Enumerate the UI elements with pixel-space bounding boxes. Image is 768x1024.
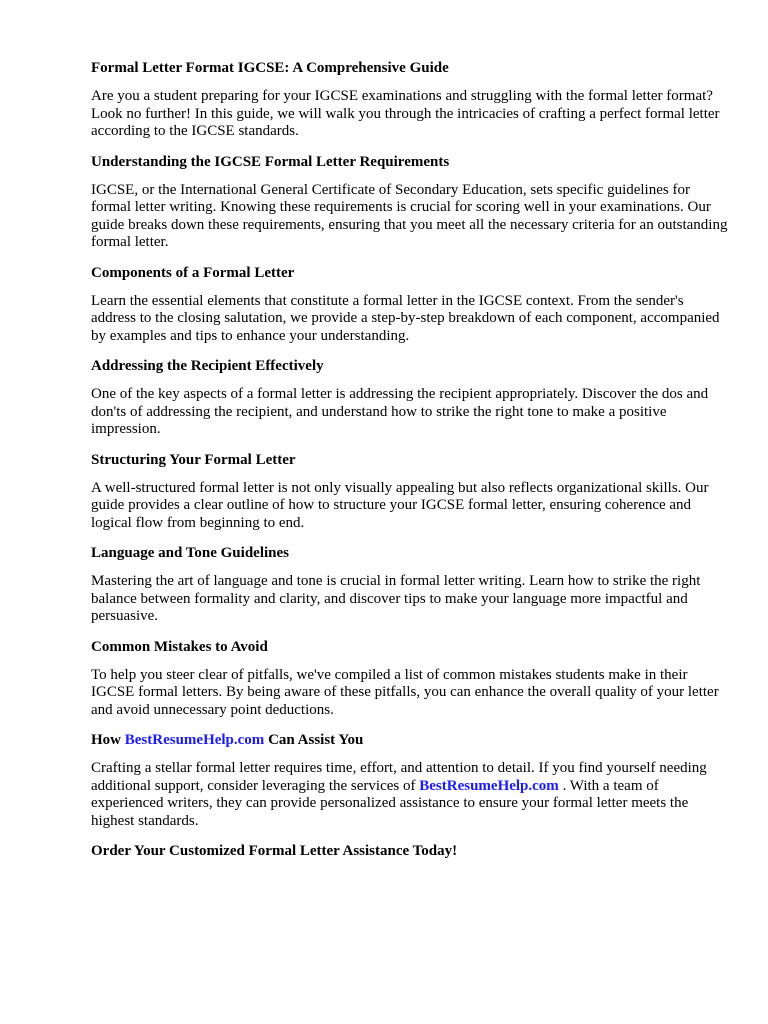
assist-heading-prefix: How [91,732,125,748]
document-title: Formal Letter Format IGCSE: A Comprehensive Guide [91,60,449,76]
section-heading-mistakes: Common Mistakes to Avoid [91,638,268,655]
section-body-assist [91,760,731,830]
document-page [91,59,731,860]
section-body-components: Learn the essential elements that constitute a formal letter in the IGCSE context. From the sender's address to the closing salutation, we provide a step-by-step breakdown of each component, accompanied by examples and tips to enhance your understanding. [91,292,720,344]
assist-body-before: Crafting a stellar formal letter requires time, effort, and attention to detail. If you find yourself needing additional support, consider leveraging the services of [91,760,707,794]
section-heading-addressing: Addressing the Recipient Effectively [91,358,324,374]
section-body-requirements: IGCSE, or the International General Certificate of Secondary Education, sets specific guidelines for formal letter writing. Knowing these requirements is crucial for scoring well in your examinations. Our guide breaks down these requirements, ensuring that you meet all the necessary criteria for an outstanding formal letter. [91,181,728,250]
section-body-mistakes: To help you steer clear of pitfalls, we've compiled a list of common mistakes students make in their IGCSE formal letters. By being aware of these pitfalls, you can enhance the overall quality of your letter and avoid unnecessary point deductions. [91,666,719,718]
section-body-structuring: A well-structured formal letter is not only visually appealing but also reflects organizational skills. Our guide provides a clear outline of how to structure your IGCSE formal letter, ensuring coherence and logical flow from beginning to end. [91,479,709,531]
intro-paragraph: Are you a student preparing for your IGCSE examinations and struggling with the formal letter format? Look no further! In this guide, we will walk you through the intricacies of crafting a perfect formal letter according to the IGCSE standards. [91,88,720,139]
assist-body-link[interactable]: BestResumeHelp.com [419,777,559,794]
assist-body-after: . With a team of experienced writers, they can provide personalized assistance to ensure your formal letter meets the highest standards. [91,777,689,829]
section-heading-structuring: Structuring Your Formal Letter [91,451,296,468]
section-body-addressing: One of the key aspects of a formal letter is addressing the recipient appropriately. Discover the dos and don'ts of addressing the recipient, and understand how to strike the right tone to make a positive impression. [91,386,709,437]
closing-heading: Order Your Customized Formal Letter Assistance Today! [91,843,458,859]
section-body-language: Mastering the art of language and tone is crucial in formal letter writing. Learn how to strike the right balance between formality and clarity, and discover tips to make your language more impactful and persuasive. [91,573,701,624]
section-heading-assist [91,731,731,749]
section-heading-requirements: Understanding the IGCSE Formal Letter Requirements [91,153,450,170]
section-heading-components: Components of a Formal Letter [91,264,295,281]
assist-heading-suffix: Can Assist You [264,732,364,748]
assist-heading-link[interactable]: BestResumeHelp.com [124,732,265,748]
section-heading-language: Language and Tone Guidelines [91,545,289,561]
